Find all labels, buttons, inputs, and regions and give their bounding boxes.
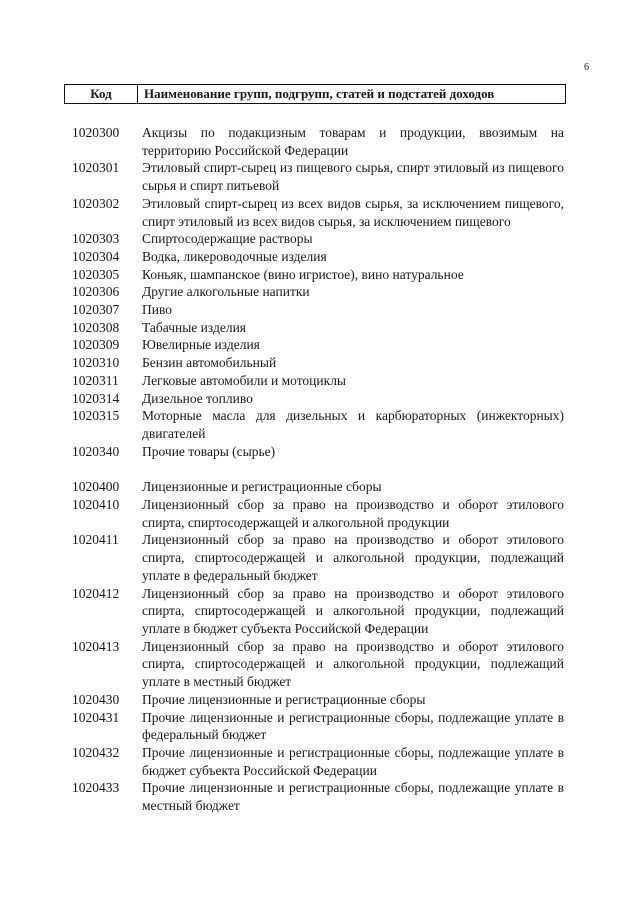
row-code: 1020302	[72, 195, 120, 211]
table-row	[64, 407, 564, 442]
row-name: Водка, ликероводочные изделия	[142, 248, 327, 264]
table-row	[64, 638, 564, 691]
row-name: Этиловый спирт-сырец из всех видов сырья, за исключением пищевого, спирт этиловый из всех видов сырья, за исключением пищевого	[142, 195, 564, 229]
row-name: Моторные масла для дизельных и карбюраторных (инжекторных) двигателей	[142, 408, 564, 441]
table-row	[64, 744, 564, 779]
row-name: Лицензионный сбор за право на производство и оборот этилового спирта, спиртосодержащей и алкогольной продукции, подлежащий уплате в местный бюджет	[142, 638, 564, 690]
row-name: Табачные изделия	[142, 319, 247, 335]
row-name: Лицензионный сбор за право на производство и оборот этилового спирта, спиртосодержащей и алкогольной продукции, подлежащий уплате в бюджет субъекта Российской Федерации	[142, 585, 564, 636]
table-header	[64, 84, 566, 104]
row-code: 1020310	[72, 355, 120, 371]
table-row	[64, 496, 564, 531]
table-row	[64, 478, 564, 496]
table-row	[64, 443, 564, 461]
row-name: Лицензионный сбор за право на производство и оборот этилового спирта, спиртосодержащей и алкогольной продукции	[142, 497, 564, 530]
table-row	[64, 691, 564, 709]
row-name: Акцизы по подакцизным товарам и продукции, ввозимым на территорию Российской Федерации	[142, 125, 564, 158]
row-code: 1020400	[72, 479, 120, 495]
header-code: Код	[90, 86, 112, 101]
table-row	[64, 159, 564, 194]
row-name: Лицензионный сбор за право на производство и оборот этилового спирта, спиртосодержащей и алкогольной продукции, подлежащий уплате в федеральный бюджет	[142, 532, 564, 583]
table-row	[64, 124, 564, 159]
table-row	[64, 266, 564, 284]
table-row	[64, 354, 564, 372]
row-code: 1020305	[72, 266, 120, 282]
row-name: Лицензионные и регистрационные сборы	[142, 479, 382, 495]
income-codes-list	[64, 124, 564, 815]
row-code: 1020308	[72, 319, 120, 335]
row-code: 1020303	[72, 231, 120, 247]
table-row	[64, 319, 564, 337]
row-name: Прочие товары (сырье)	[142, 443, 276, 459]
table-row	[64, 230, 564, 248]
row-code: 1020431	[72, 709, 120, 725]
row-name: Дизельное топливо	[142, 390, 253, 406]
header-name: Наименование групп, подгрупп, статей и подстатей доходов	[137, 85, 565, 103]
row-name: Спиртосодержащие растворы	[142, 231, 313, 247]
table-row	[64, 283, 564, 301]
row-name: Пиво	[142, 302, 173, 318]
row-name: Ювелирные изделия	[142, 337, 260, 353]
row-name: Коньяк, шампанское (вино игристое), вино натуральное	[142, 266, 464, 282]
row-code: 1020433	[72, 780, 120, 796]
table-row	[64, 779, 564, 814]
row-code: 1020413	[72, 638, 120, 654]
table-row	[64, 390, 564, 408]
page-number: 6	[584, 62, 589, 73]
table-row	[64, 248, 564, 266]
row-code: 1020314	[72, 390, 120, 406]
table-row	[64, 301, 564, 319]
row-code: 1020311	[72, 372, 119, 388]
row-code: 1020304	[72, 248, 120, 264]
row-name: Прочие лицензионные и регистрационные сборы	[142, 691, 426, 707]
row-code: 1020301	[72, 160, 120, 176]
row-name: Другие алкогольные напитки	[142, 284, 310, 300]
table-row	[64, 372, 564, 390]
row-code: 1020432	[72, 744, 120, 760]
row-name: Прочие лицензионные и регистрационные сборы, подлежащие уплате в местный бюджет	[142, 780, 564, 814]
row-code: 1020300	[72, 125, 120, 140]
row-name: Легковые автомобили и мотоциклы	[142, 372, 346, 388]
row-code: 1020315	[72, 408, 120, 424]
row-code: 1020411	[72, 532, 119, 548]
row-code: 1020430	[72, 691, 120, 707]
table-row	[64, 336, 564, 354]
row-code: 1020306	[72, 284, 120, 300]
table-row	[64, 531, 564, 584]
table-row	[64, 709, 564, 744]
row-name: Прочие лицензионные и регистрационные сборы, подлежащие уплате в бюджет субъекта Российской Федерации	[142, 744, 564, 778]
row-code: 1020410	[72, 497, 120, 513]
row-name: Прочие лицензионные и регистрационные сборы, подлежащие уплате в федеральный бюджет	[142, 709, 564, 743]
row-code: 1020412	[72, 585, 120, 601]
row-code: 1020307	[72, 302, 120, 318]
row-name: Бензин автомобильный	[142, 355, 277, 371]
table-row	[64, 585, 564, 638]
row-name: Этиловый спирт-сырец из пищевого сырья, спирт этиловый из пищевого сырья и спирт питьевой	[142, 160, 564, 194]
row-code: 1020309	[72, 337, 120, 353]
row-code: 1020340	[72, 443, 120, 459]
table-row	[64, 195, 564, 230]
